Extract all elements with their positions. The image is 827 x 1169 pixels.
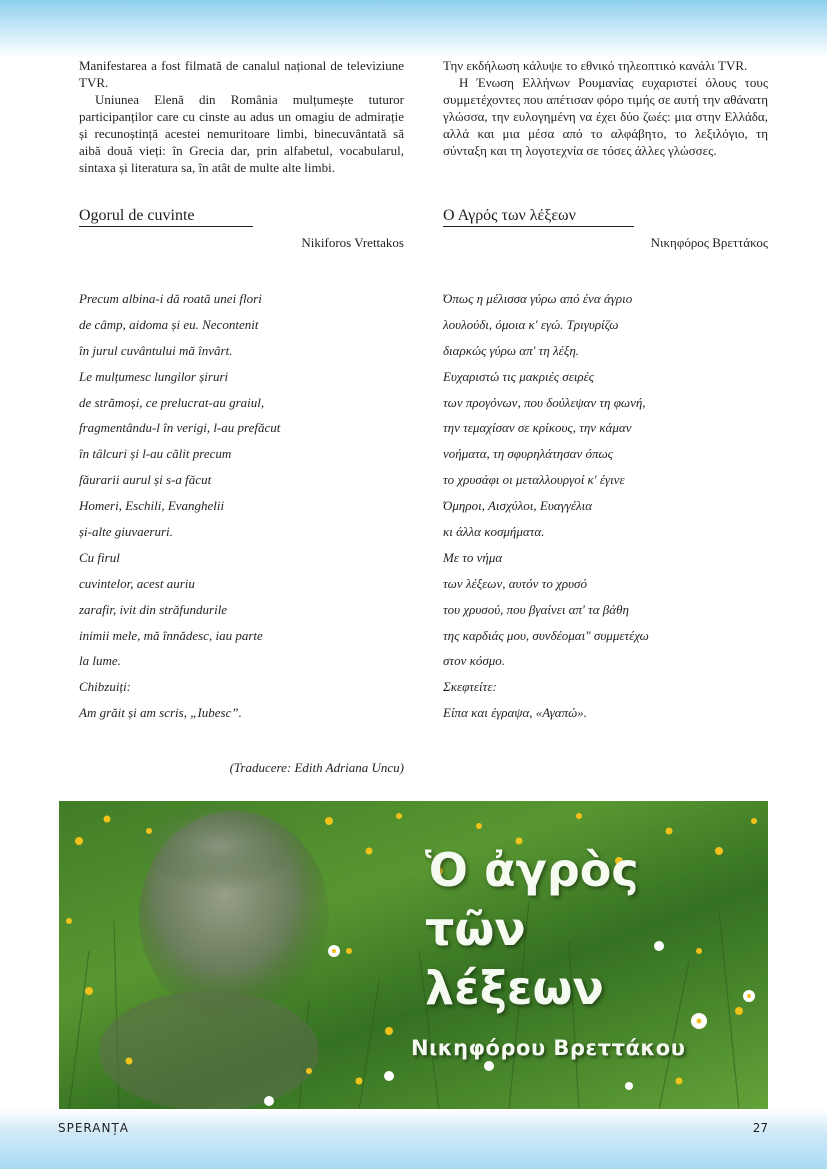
- poem-line: Homeri, Eschili, Evanghelii: [79, 498, 225, 514]
- portrait-shoulders: [99, 991, 319, 1110]
- poem-line: Όπως η μέλισσα γύρω από ένα άγριο: [443, 291, 633, 306]
- intro-romanian: [79, 57, 404, 176]
- poem-line: Με το νήμα: [443, 549, 503, 565]
- poem-line: în jurul cuvântului mă învârt.: [79, 342, 233, 358]
- poem-line: în tâlcuri și l-au călit precum: [79, 446, 232, 462]
- poem-line: του χρυσού, που βγαίνει απ' τα βάθη: [443, 601, 629, 617]
- poem-body-romanian: [79, 289, 409, 729]
- poem-line: la lume.: [79, 653, 121, 669]
- poem-line: de câmp, aidoma și eu. Necontenit: [79, 316, 259, 332]
- poem-line: των λέξεων, αυτόν το χρυσό: [443, 575, 587, 591]
- poem-line: Chibzuiți:: [79, 679, 132, 695]
- poem-line: făurarii aurul și s-a făcut: [79, 472, 212, 488]
- poem-line: Ευχαριστώ τις μακριές σειρές: [443, 368, 595, 384]
- translator-credit: (Traducere: Edith Adriana Uncu): [229, 760, 404, 775]
- bottom-decorative-band: [0, 1109, 827, 1169]
- intro-paragraph: Η Ένωση Ελλήνων Ρουμανίας ευχαριστεί όλους τους συμμετέχοντες που απέτισαν φόρο τιμής σε αυτή την αθάνατη γλώσσα, την ευλογημένη να έχει δύο ζωές: μια στην Ελλάδα, αλλά και μια μέσα από το αλφάβητο, το λεξιλόγιο, τη σύνταξη και τη λογοτεχνία σε τόσες άλλες γλώσσες.: [443, 75, 768, 158]
- banner-title-line: Ὁ ἀγρὸς: [425, 843, 639, 897]
- intro-greek: [443, 57, 768, 159]
- poem-line: Le mulțumesc lungilor șiruri: [79, 368, 229, 384]
- poem-line: inimii mele, mă înnădesc, iau parte: [79, 627, 263, 643]
- banner-title-line: τῶν: [425, 902, 526, 956]
- poem-line: νοήματα, τη σφυρηλάτησαν όπως: [443, 446, 613, 462]
- poem-author: Νικηφόρος Βρεττάκος: [650, 235, 768, 250]
- poem-line: κι άλλα κοσμήματα.: [443, 524, 545, 540]
- poem-body-greek: [443, 289, 773, 729]
- poem-line: și-alte giuvaeruri.: [79, 524, 173, 540]
- poem-title: Ogorul de cuvinte: [79, 206, 253, 227]
- poem-line: zarafir, ivit din străfundurile: [79, 601, 228, 617]
- poem-title: Ο Αγρός των λέξεων: [443, 206, 634, 227]
- poem-line: cuvintelor, acest auriu: [79, 575, 195, 591]
- poem-line: της καρδιάς μου, συνδέομαι" συμμετέχω: [443, 627, 649, 643]
- poem-line: de strămoși, ce prelucrat-au graiul,: [79, 394, 265, 410]
- poem-line: Σκεφτείτε:: [443, 679, 497, 695]
- poem-line: διαρκώς γύρω απ' τη λέξη.: [443, 342, 580, 358]
- poem-line: Cu firul: [79, 549, 120, 565]
- poem-line: λουλούδι, όμοια κ' εγώ. Τριγυρίζω: [443, 316, 619, 332]
- poem-line: Precum albina-i dă roată unei flori: [79, 291, 262, 306]
- poem-header-greek: [443, 206, 768, 251]
- poem-line: την τεμαχίσαν σε κρίκους, την κάμαν: [443, 420, 632, 436]
- banner-title: [425, 841, 639, 1018]
- page-number: 27: [752, 1121, 768, 1135]
- magazine-name: SPERANȚA: [58, 1121, 130, 1135]
- poem-line: στον κόσμο.: [443, 653, 506, 669]
- poem-line: Όμηροι, Αισχύλοι, Ευαγγέλια: [443, 498, 593, 514]
- intro-paragraph: Manifestarea a fost filmată de canalul național de televiziune TVR.: [79, 58, 404, 90]
- intro-paragraph: Uniunea Elenă din România mulțumește tuturor participanților care cu cinste au adus un omagiu de admirație și recunoștință acestei nemuritoare limbi, binecuvântată să aibă două vieți: în Grecia dar, prin alfabetul, vocabularul, sintaxa și literatura sa, în atât de multe alte limbi.: [79, 92, 404, 175]
- top-decorative-band: [0, 0, 827, 58]
- banner-title-line: λέξεων: [425, 961, 604, 1015]
- poem-author: Nikiforos Vrettakos: [301, 235, 404, 250]
- poem-line: των προγόνων, που δούλεψαν τη φωνή,: [443, 394, 646, 410]
- banner-subtitle: Νικηφόρου Βρεττάκου: [411, 1036, 686, 1060]
- poem-line: το χρυσάφι οι μεταλλουργοί κ' έγινε: [443, 472, 625, 488]
- meadow-background: [59, 801, 768, 1110]
- poem-line: Am grăit și am scris, „Iubesc”.: [79, 705, 242, 721]
- poem-line: Είπα και έγραψα, «Αγαπώ».: [443, 705, 587, 721]
- poem-line: fragmentându-l în verigi, l-au prefăcut: [79, 420, 281, 436]
- portrait-hair: [134, 801, 304, 891]
- intro-paragraph: Την εκδήλωση κάλυψε το εθνικό τηλεοπτικό κανάλι TVR.: [443, 58, 748, 73]
- poem-banner-image: [59, 801, 768, 1110]
- poem-header-romanian: [79, 206, 404, 251]
